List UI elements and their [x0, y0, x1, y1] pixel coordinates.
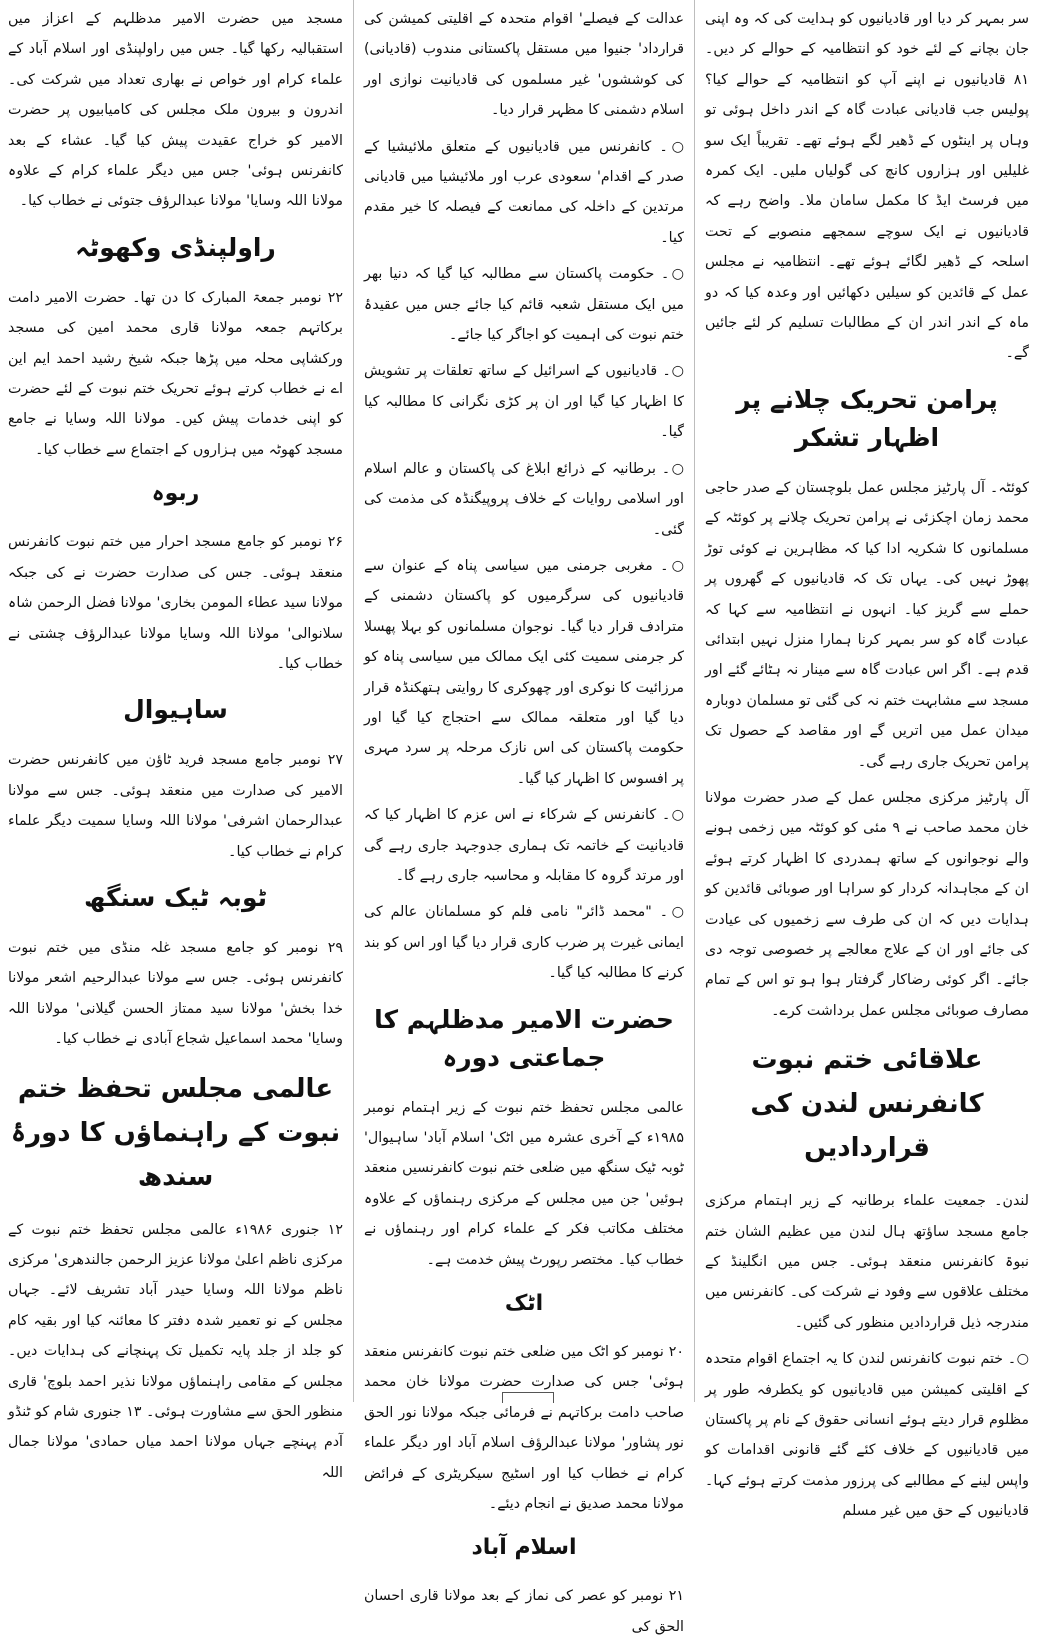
article-paragraph: ○۔ ختم نبوت کانفرنس لندن کا یہ اجتماع اقوام متحدہ کے اقلیتی کمیشن میں قادیانیوں کو یکطرفہ طور پر مظلوم قرار دیتے ہوئے انسانی حقوق کے نام پر پاکستان میں قادیانیوں کے خلاف کئے گئے قانونی اقدامات کو واپس لینے کے مطالبے کی پرزور مذمت کرتے ہوئے کہا۔ قادیانیوں کے حق میں غیر مسلم: [705, 1351, 1029, 1520]
section-heading: عالمی مجلس تحفظ ختم نبوت کے راہنماؤں کا دورۂ سندھ: [10, 1073, 341, 1192]
article-paragraph: ۲۹ نومبر کو جامع مسجد غلہ منڈی میں ختم نبوت کانفرنس ہوئی۔ جس سے مولانا عبدالرحیم اشعر مولانا خدا بخش' مولانا سید ممتاز الحسن گیلانی' مولانا اللہ وسایا' محمد اسماعیل شجاع آبادی نے خطاب کیا۔: [8, 939, 343, 1048]
article-paragraph: ۲۶ نومبر کو جامع مسجد احرار میں ختم نبوت کانفرنس منعقد ہوئی۔ جس کی صدارت حضرت نے کی جبکہ مولانا سید عطاء المومن بخاری' مولانا فضل الرحمن شاہ سلانوالی' مولانا اللہ وسایا مولانا عبدالرؤف چشتی نے خطاب کیا۔: [8, 534, 343, 672]
article-paragraph: ○۔ مغربی جرمنی میں سیاسی پناہ کے عنوان سے قادیانیوں کی سرگرمیوں کو پاکستان دشمنی کے مترادف قرار دیا گیا۔ نوجوان مسلمانوں کو بہلا پھسلا کر جرمنی سمیت کئی ایک ممالک میں سیاسی پناہ کو مرزائیت کا نوکری اور چھوکری کا روایتی ہتھکنڈہ قرار دیا گیا اور متعلقہ ممالک سے احتجاج کیا گیا اور حکومت پاکستان کی اس نازک مرحلہ پر سرد مہری پر افسوس کا اظہار کیا گیا۔: [364, 557, 684, 787]
article-paragraph: عالمی مجلس تحفظ ختم نبوت کے زیر اہتمام نومبر ۱۹۸۵ء کے آخری عشرہ میں اٹک' اسلام آباد' ساہیوال' ٹوبہ ٹیک سنگھ میں ضلعی ختم نبوت کانفرنسیں منعقد ہوئیں' جن میں مجلس کے مرکزی رہنماؤں کے علاوہ مختلف مکاتب فکر کے علماء کرام اور رہنماؤں نے خطاب کیا۔ مختصر رپورٹ پیش خدمت ہے۔: [364, 1099, 684, 1268]
section-heading: راولپنڈی وکھوٹہ: [75, 232, 276, 262]
section-heading: اسلام آباد: [471, 1535, 577, 1561]
article-paragraph: ○۔ قادیانیوں کے اسرائیل کے ساتھ تعلقات پر تشویش کا اظہار کیا گیا اور ان پر کڑی نگرانی کا مطالبہ کیا گیا۔: [364, 363, 684, 441]
section-heading: حضرت الامیر مدظلہم کا جماعتی دورہ: [374, 1004, 674, 1072]
article-paragraph: عدالت کے فیصلے' اقوام متحدہ کے اقلیتی کمیشن کی قرارداد' جنیوا میں مستقل پاکستانی مندوب (قادیانی) کی کوششوں' غیر مسلموں کی قادیانیت نوازی اور اسلام دشمنی کا مظہر قرار دیا۔: [364, 11, 684, 119]
column-divider-left: [353, 0, 354, 1402]
article-paragraph: ○۔ کانفرنس کے شرکاء نے اس عزم کا اظہار کیا کہ قادیانیت کے خاتمہ تک ہماری جدوجہد جاری رہے گی اور مرتد گروہ کا مقابلہ و محاسبہ جاری رہے گا۔: [364, 807, 684, 884]
article-paragraph: ۲۰ نومبر کو اٹک میں ضلعی ختم نبوت کانفرنس منعقد ہوئی' جس کی صدارت حضرت مولانا خان محمد صاحب دامت برکاتہم نے فرمائی جبکہ مولانا نور الحق نور پشاور' مولانا عبدالرؤف اسلام آباد اور دیگر علماء کرام نے خطاب کیا اور اسٹیج سیکریٹری کے فرائض مولانا محمد صدیق نے انجام دیئے۔: [364, 1344, 684, 1513]
section-heading: ربوہ: [151, 481, 200, 507]
section-heading: ٹوبہ ٹیک سنگھ: [83, 882, 268, 912]
article-paragraph: ۱۲ جنوری ۱۹۸۶ء عالمی مجلس تحفظ ختم نبوت کے مرکزی ناظم اعلیٰ مولانا عزیز الرحمن جالندھری' مرکزی ناظم مولانا اللہ وسایا حیدر آباد تشریف لائے۔ جہاں مجلس کے نو تعمیر شدہ دفتر کا معائنہ کیا اور بقیہ کام کو جلد از جلد پایہ تکمیل تک پہنچانے کی ہدایات دیں۔ مجلس کے مقامی راہنماؤں مولانا نذیر احمد بلوچ' قاری منظور الحق سے مشاورت ہوئی۔ ۱۳ جنوری شام کو ٹنڈو آدم پہنچے جہاں مولانا احمد میاں حمادی' مولانا جمال اللہ: [8, 1221, 344, 1481]
section-heading: اٹک: [504, 1291, 544, 1317]
section-heading: پرامن تحریک چلانے پر اظہار تشکر: [736, 384, 998, 452]
section-heading: ساہیوال: [123, 695, 228, 725]
article-paragraph: ○۔ حکومت پاکستان سے مطالبہ کیا گیا کہ دنیا بھر میں ایک مستقل شعبہ قائم کیا جائے جس میں عقیدۂ ختم نبوت کی اہمیت کو اجاگر کیا جائے۔: [364, 266, 684, 344]
column-middle: [356, 0, 692, 1635]
article-paragraph: ○۔ کانفرنس میں قادیانیوں کے متعلق ملائیشیا کے صدر کے اقدام' سعودی عرب اور ملائیشیا میں قادیانی مرتدین کے داخلہ کی ممانعت کے فیصلہ کا خیر مقدم کیا۔: [364, 138, 684, 246]
article-paragraph: لندن۔ جمعیت علماء برطانیہ کے زیر اہتمام مرکزی جامع مسجد ساؤتھ ہال لندن میں عظیم الشان ختم نبوۃ کانفرنس منعقد ہوئی۔ جس میں انگلینڈ کے مختلف علاقوں سے وفود نے شرکت کی۔ کانفرنس میں مندرجہ ذیل قراردادیں منظور کی گئیں۔: [705, 1193, 1029, 1331]
article-paragraph: آل پارٹیز مرکزی مجلس عمل کے صدر حضرت مولانا خان محمد صاحب نے ۹ مئی کو کوئٹہ میں زخمی ہونے والے نوجوانوں کے ساتھ ہمدردی کا اظہار کرتے ہوئے ان کے مجاہدانہ کردار کو سراہا اور صوبائی قائدین کو ہدایات دیں کہ ان کی طرف سے زخمیوں کی عیادت کی جائے اور ان کے علاج معالجے پر خصوصی توجہ دی جائے۔ اگر کوئی رضاکار گرفتار ہوا ہو تو اس کے تمام مصارف صوبائی مجلس عمل برداشت کرے۔: [705, 789, 1029, 1019]
page-number-box: [502, 1392, 554, 1403]
article-paragraph: ۲۲ نومبر جمعۃ المبارک کا دن تھا۔ حضرت الامیر دامت برکاتہم جمعہ مولانا قاری محمد امین کی مسجد ورکشاپی محلہ میں پڑھا جبکہ شیخ رشید احمد ایم این اے نے خطاب کرتے ہوئے تحریک ختم نبوت کے لئے حضرت کو اپنی خدمات پیش کیں۔ مولانا اللہ وسایا نے جامع مسجد کھوٹہ میں ہزاروں کے اجتماع سے خطاب کیا۔: [8, 289, 343, 458]
article-paragraph: ۲۷ نومبر جامع مسجد فرید ٹاؤن میں کانفرنس حضرت الامیر کی صدارت میں منعقد ہوئی۔ جس سے مولانا عبدالرحمان اشرفی' مولانا اللہ وسایا سمیت دیگر علماء کرام نے خطاب کیا۔: [8, 752, 343, 860]
article-paragraph: سر بمہر کر دیا اور قادیانیوں کو ہدایت کی کہ وہ اپنی جان بچانے کے لئے خود کو انتظامیہ کے حوالے کر دیں۔ ۸۱ قادیانیوں نے اپنے آپ کو انتظامیہ کے حوالے کیا؟ پولیس جب قادیانی عبادت گاہ کے اندر داخل ہوئی تو وہاں پر اینٹوں کے ڈھیر لگے ہوئے تھے۔ تقریباً ایک سو غلیلیں اور ہزاروں کانچ کی گولیاں ملیں۔ ایک کمرہ میں فرسٹ ایڈ کا مکمل سامان ملا۔ واضح رہے کہ قادیانیوں نے ایک سوچے سمجھے منصوبے کے تحت اسلحہ کے ڈھیر لگائے ہوئے تھے۔ انتظامیہ نے مجلس عمل کے قائدین کو سیلیں دکھائیں اور وعدہ کیا کہ دو ماہ کے اندر اندر ان کے مطالبات تسلیم کر لئے جائیں گے۔: [705, 11, 1029, 362]
column-divider-right: [694, 0, 695, 1402]
article-paragraph: ۲۱ نومبر کو عصر کی نماز کے بعد مولانا قاری احسان الحق کی: [364, 1588, 684, 1635]
section-heading: علاقائی ختم نبوت کانفرنس لندن کی قراردادیں: [750, 1045, 984, 1164]
article-paragraph: ○۔ "محمد ڈائر" نامی فلم کو مسلمانان عالم کی ایمانی غیرت پر ضرب کاری قرار دیا گیا اور اس کو بند کرنے کا مطالبہ کیا گیا۔: [364, 904, 684, 982]
article-paragraph: مسجد میں حضرت الامیر مدظلہم کے اعزاز میں استقبالیہ رکھا گیا۔ جس میں راولپنڈی اور اسلام آباد کے علماء کرام اور خواص نے بھاری تعداد میں شرکت کی۔ اندرون و بیرون ملک مجلس کی کامیابیوں پر حضرت الامیر کو خراج عقیدت پیش کیا گیا۔ عشاء کے بعد کانفرنس ہوئی' جس میں دیگر علماء کرام کے علاوہ مولانا اللہ وسایا' مولانا عبدالرؤف جتوئی نے خطاب کیا۔: [8, 11, 343, 210]
article-paragraph: کوئٹہ۔ آل پارٹیز مجلس عمل بلوچستان کے صدر حاجی محمد زمان اچکزئی نے پرامن تحریک چلانے پر کوئٹہ کے مسلمانوں کا شکریہ ادا کیا کہ مظاہرین نے کوئی توڑ پھوڑ نہیں کی۔ یہاں تک کہ قادیانیوں کے گھروں پر حملے سے گریز کیا۔ انہوں نے انتظامیہ سے کہا کہ عبادت گاہ کو سر بمہر کرنا ہمارا منزل نہیں ابتدائی قدم ہے۔ اگر اس عبادت گاہ سے مینار نہ ہٹائے گئے اور مسجد سے مشابہت ختم نہ کی گئی تو مسلمان دوبارہ میدان عمل میں اتریں گے اور مقاصد کے حصول تک پرامن تحریک جاری رہے گی۔: [705, 479, 1029, 770]
column-right: [697, 0, 1037, 1520]
article-paragraph: ○۔ برطانیہ کے ذرائع ابلاغ کی پاکستان و عالم اسلام اور اسلامی روایات کے خلاف پروپیگنڈہ کی مذمت کی گئی۔: [364, 460, 684, 538]
column-left: [0, 0, 351, 1481]
